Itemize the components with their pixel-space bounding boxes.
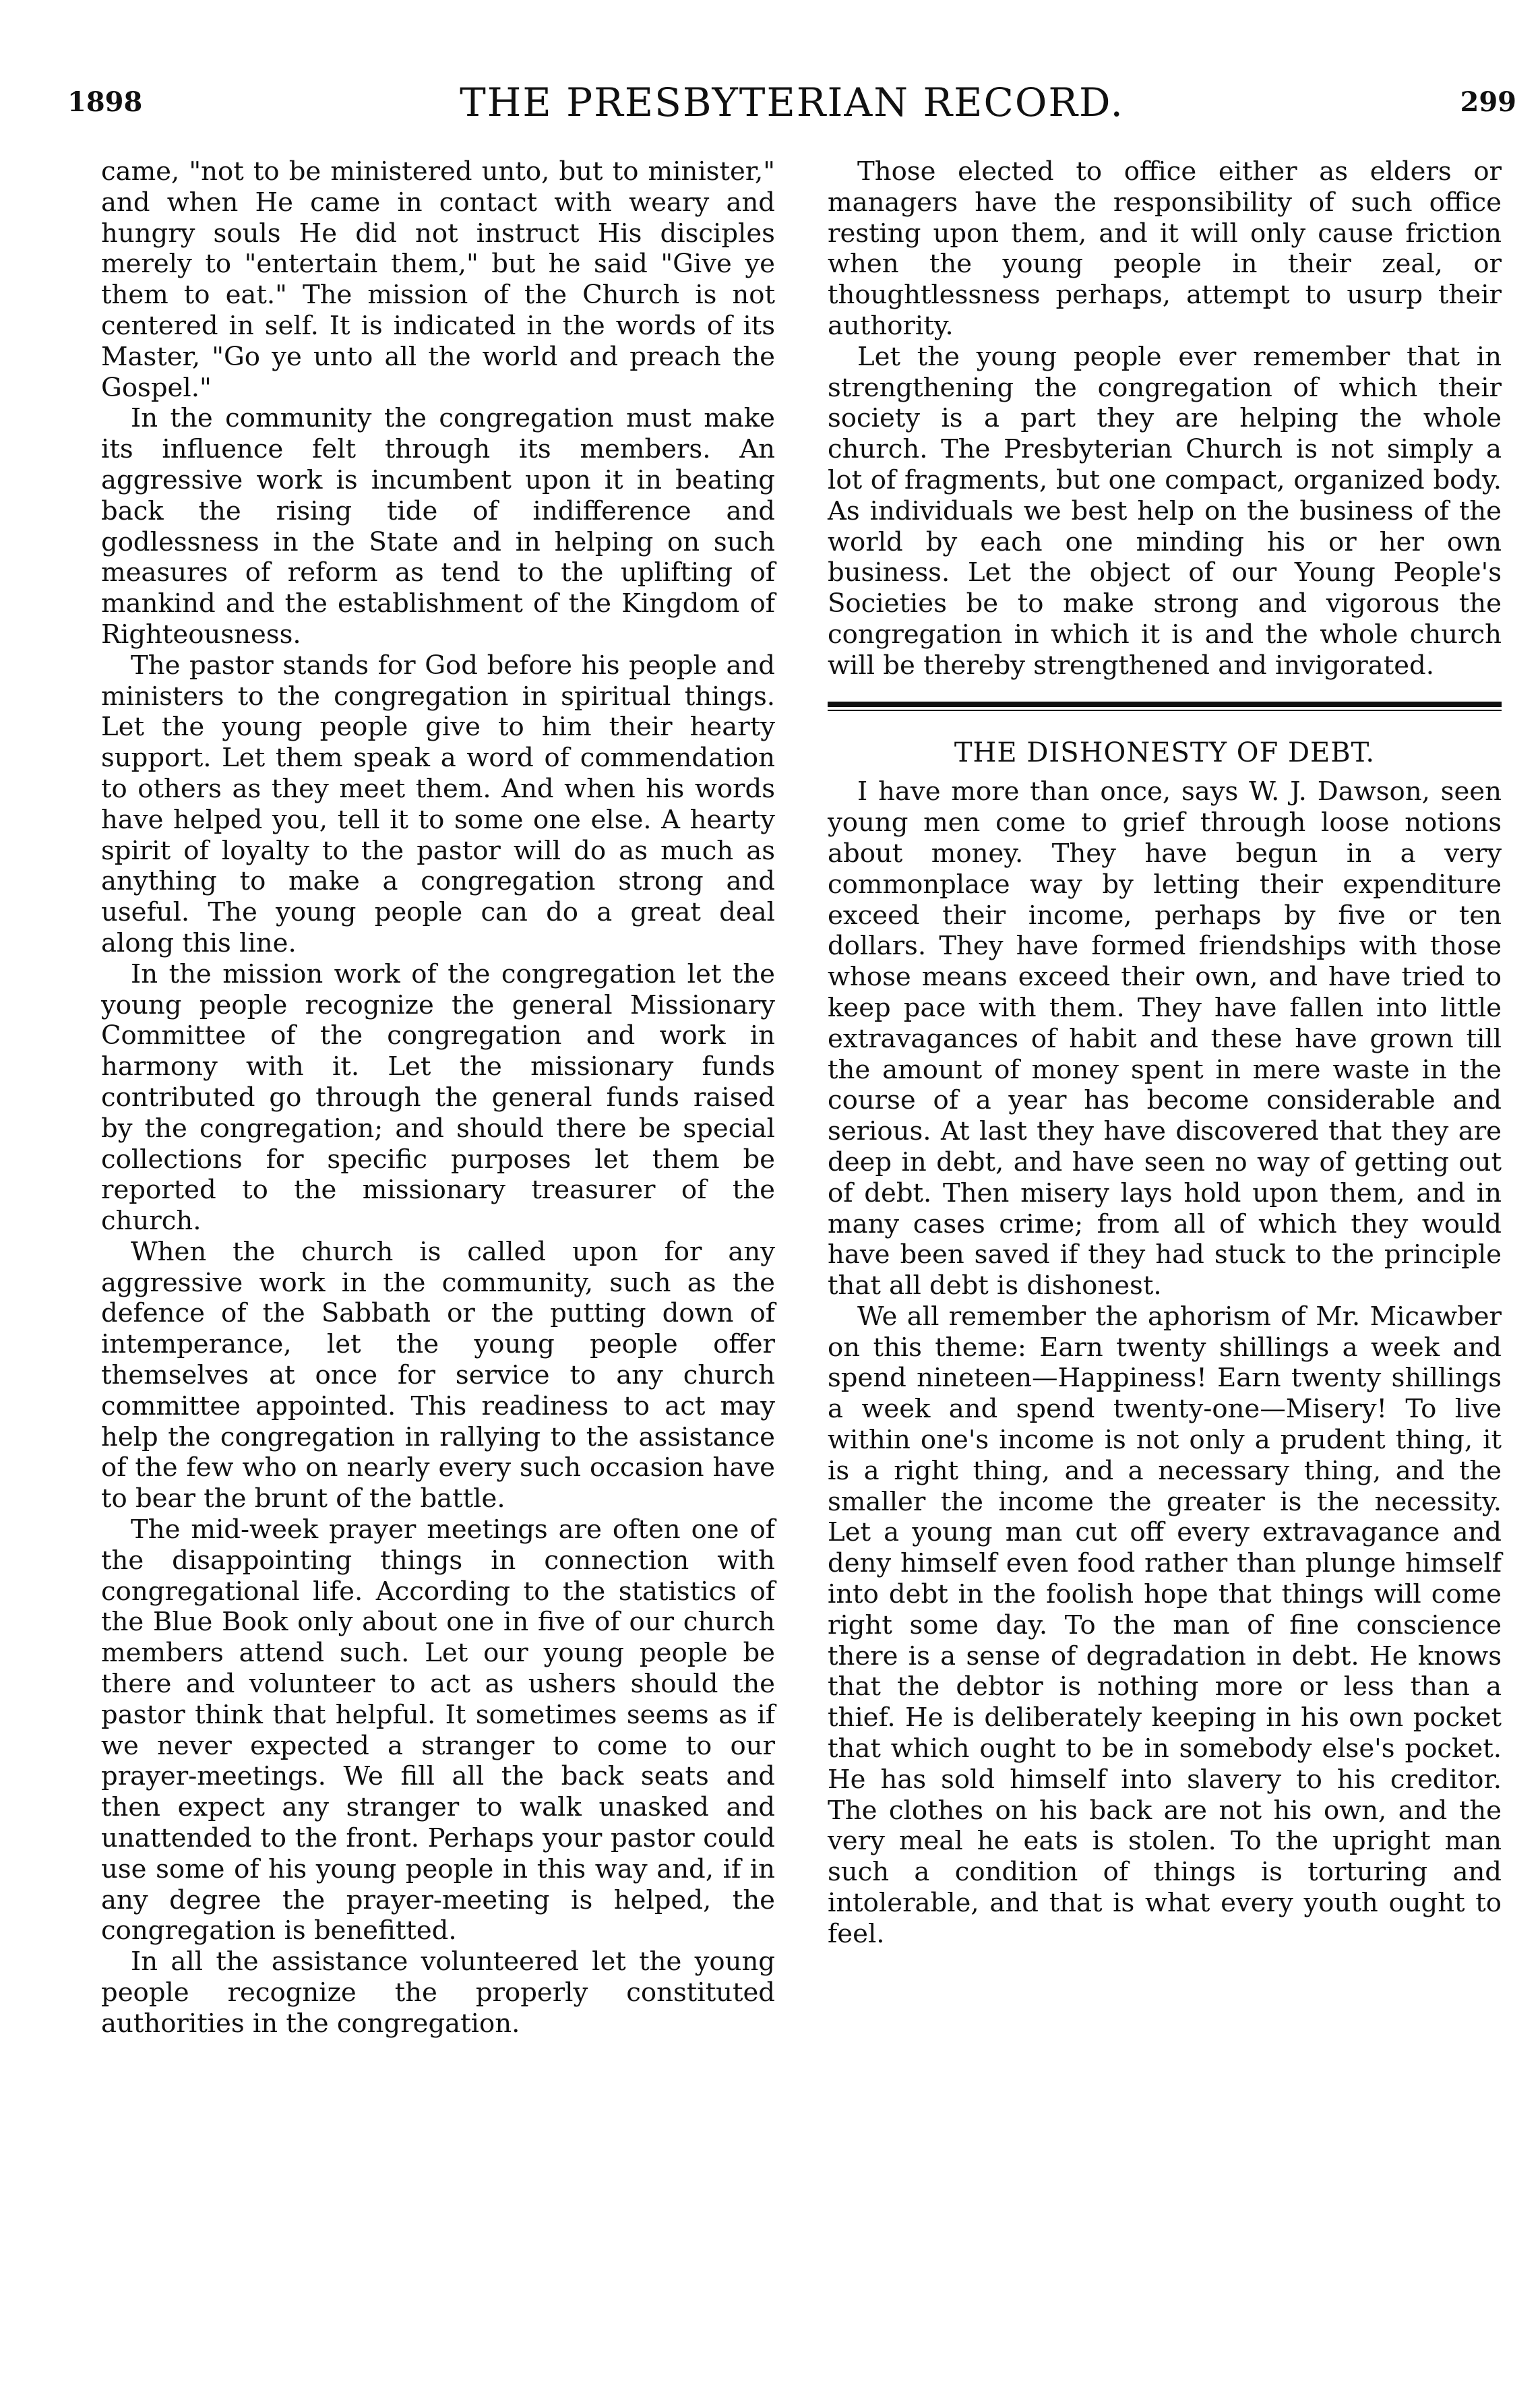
paragraph: When the church is called upon for any aggressive work in the community, such as the defence of the Sabbath or the putting down of intemperance, let the young people offer themselves at once for service to any church committee appointed. This readiness to act may help the congregation in rallying to the assistance of the few who on nearly every such occasion have to bear the brunt of the battle. [101, 1236, 775, 1514]
paragraph: In the community the congregation must make its influence felt through its members. An aggressive work is incumbent upon it in beating back the rising tide of indifference and godlessness in the State and in helping on such measures of reform as tend to the uplifting of mankind and the establishment of the Kingdom of Righteousness. [101, 403, 775, 650]
page-number: 299 [1460, 86, 1516, 118]
paragraph: I have more than once, says W. J. Dawson, seen young men come to grief through loose notions about money. They have begun in a very commonplace way by letting their expenditure exceed their income, perhaps by five or ten dollars. They have formed friendships with those whose means exceed their own, and have tried to keep pace with them. They have fallen into little extravagances of habit and these have grown till the amount of money spent in mere waste in the course of a year has become considerable and serious. At last they have discovered that they are deep in debt, and have seen no way of getting out of debt. Then misery lays hold upon them, and in many cases crime; from all of which they would have been saved if they had stuck to the principle that all debt is dishonest. [828, 776, 1502, 1301]
right-column [828, 156, 1502, 1950]
left-column [101, 156, 775, 2039]
section-title: THE DISHONESTY OF DEBT. [954, 737, 1376, 768]
year: 1898 [67, 86, 143, 118]
journal-title: THE PRESBYTERIAN RECORD. [460, 80, 1124, 125]
paragraph: Let the young people ever remember that in strengthening the congregation of which their society is a part they are helping the whole church. The Presbyterian Church is not simply a lot of fragments, but one compact, organized body. As individuals we best help on the business of the world by each one minding his or her own business. Let the object of our Young People's Societies be to make strong and vigorous the congregation in which it is and the whole church will be thereby strengthened and invigorated. [828, 341, 1502, 681]
paragraph: came, "not to be ministered unto, but to minister," and when He came in contact with weary and hungry souls He did not instruct His disciples merely to "entertain them," but he said "Give ye them to eat." The mission of the Church is not centered in self. It is indicated in the words of its Master, "Go ye unto all the world and preach the Gospel." [101, 156, 775, 403]
page-header [67, 80, 1516, 140]
paragraph: In the mission work of the congregation let the young people recognize the general Missionary Committee of the congregation and work in harmony with it. Let the missionary funds contributed go through the general funds raised by the congregation; and should there be special collections for specific purposes let them be reported to the missionary treasurer of the church. [101, 958, 775, 1237]
paragraph: Those elected to office either as elders or managers have the responsibility of such office resting upon them, and it will only cause friction when the young people in their zeal, or thoughtlessness perhaps, attempt to usurp their authority. [828, 156, 1502, 341]
paragraph: We all remember the aphorism of Mr. Micawber on this theme: Earn twenty shillings a week and spend nineteen—Happiness! Earn twenty shillings a week and spend twenty-one—Misery! To live within one's income is not only a prudent thing, it is a right thing, and a necessary thing, and the smaller the income the greater is the necessity. Let a young man cut off every extravagance and deny himself even food rather than plunge himself into debt in the foolish hope that things will come right some day. To the man of fine conscience there is a sense of degradation in debt. He knows that the debtor is nothing more or less than a thief. He is deliberately keeping in his own pocket that which ought to be in somebody else's pocket. He has sold himself into slavery to his creditor. The clothes on his back are not his own, and the very meal he eats is stolen. To the upright man such a condition of things is torturing and intolerable, and that is what every youth ought to feel. [828, 1301, 1502, 1949]
paragraph: The pastor stands for God before his people and ministers to the congregation in spiritual things. Let the young people give to him their hearty support. Let them speak a word of commendation to others as they meet them. And when his words have helped you, tell it to some one else. A hearty spirit of loyalty to the pastor will do as much as anything to make a congregation strong and useful. The young people can do a great deal along this line. [101, 650, 775, 958]
paragraph: In all the assistance volunteered let the young people recognize the properly constituted authorities in the congregation. [101, 1946, 775, 2039]
section-divider [828, 702, 1502, 711]
paragraph: The mid-week prayer meetings are often one of the disappointing things in connection with congregational life. According to the statistics of the Blue Book only about one in five of our church members attend such. Let our young people be there and volunteer to act as ushers should the pastor think that helpful. It sometimes seems as if we never expected a stranger to come to our prayer-meetings. We fill all the back seats and then expect any stranger to walk unasked and unattended to the front. Perhaps your pastor could use some of his young people in this way and, if in any degree the prayer-meeting is helped, the congregation is benefitted. [101, 1514, 775, 1946]
